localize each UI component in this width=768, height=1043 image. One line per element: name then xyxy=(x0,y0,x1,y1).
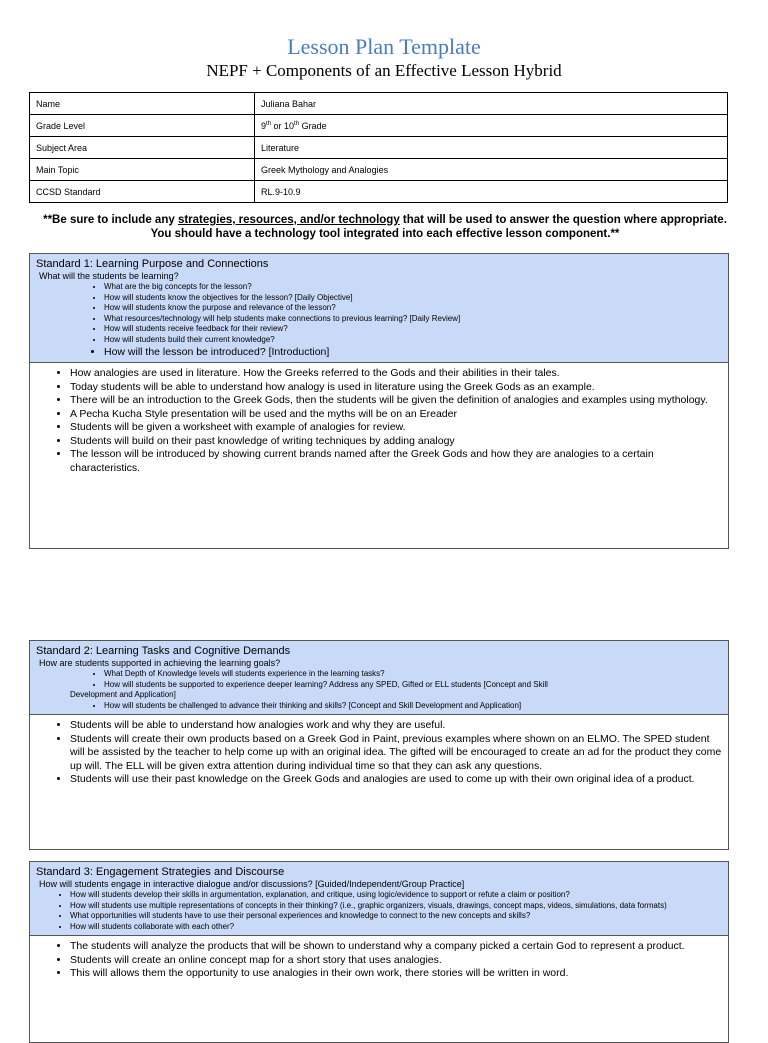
list-item: • How will students know the objectives for the lesson? [Daily Objective] xyxy=(104,293,722,304)
instruction-note xyxy=(40,213,730,241)
lesson-info-table xyxy=(29,92,728,203)
standard-question: How will students engage in interactive dialogue and/or discussions? [Guided/Independent/Group Practice] xyxy=(39,879,465,889)
table-row xyxy=(30,159,728,181)
standard-1-section xyxy=(29,253,729,549)
list-item: • What Depth of Knowledge levels will students experience in the learning tasks? xyxy=(104,669,722,680)
list-item: • How will students be supported to experience deeper learning? Address any SPED, Gifted or ELL students [Concept and Skill xyxy=(104,680,722,691)
list-item: • How will the lesson be introduced? [Introduction] xyxy=(104,345,722,359)
sub-question-list xyxy=(36,890,722,932)
list-item: • How will students develop their skills in argumentation, explanation, and critique, using logic/evidence to support or refute a claim or position? xyxy=(70,890,722,901)
list-item: • Students will build on their past knowledge of writing techniques by adding analogy xyxy=(70,435,722,449)
sub-question-list xyxy=(36,701,722,712)
info-key: Subject Area xyxy=(30,137,255,159)
note-pre: **Be sure to include any xyxy=(43,214,178,226)
standard-header xyxy=(30,254,728,363)
list-item: • How will students be challenged to advance their thinking and skills? [Concept and Skill Development and Application] xyxy=(104,701,722,712)
list-item: • Students will be able to understand how analogies work and why they are useful. xyxy=(70,719,722,733)
list-item: • How will students receive feedback for their review? xyxy=(104,324,722,335)
standard-3-section xyxy=(29,861,729,1043)
list-item: • How will students use multiple representations of concepts in their thinking? (i.e., graphic organizers, visuals, drawings, concept maps, videos, simulations, data formats) xyxy=(70,901,722,912)
info-key: Name xyxy=(30,93,255,115)
info-value: RL.9-10.9 xyxy=(255,181,728,203)
answer-list xyxy=(36,719,722,787)
info-value: Literature xyxy=(255,137,728,159)
note-underlined: strategies, resources, and/or technology xyxy=(177,214,400,226)
document-subtitle: NEPF + Components of an Effective Lesson Hybrid xyxy=(206,61,562,80)
standard-answers xyxy=(30,715,728,791)
list-item: • Today students will be able to understand how analogy is used in literature using the Greek Gods as an example. xyxy=(70,381,722,395)
grade-sup1: th xyxy=(266,120,272,127)
document-title: Lesson Plan Template xyxy=(287,34,481,59)
info-value-grade xyxy=(255,115,728,137)
info-value: Greek Mythology and Analogies xyxy=(255,159,728,181)
info-key: Grade Level xyxy=(30,115,255,137)
info-value: Juliana Bahar xyxy=(255,93,728,115)
list-item: • How will students build their current knowledge? xyxy=(104,335,722,346)
sub-question-list xyxy=(36,669,722,690)
standard-answers xyxy=(30,363,728,479)
standard-title: Standard 2: Learning Tasks and Cognitive Demands xyxy=(36,645,291,657)
list-item: • How will students know the purpose and relevance of the lesson? xyxy=(104,303,722,314)
standard-question: How are students supported in achieving the learning goals? xyxy=(39,658,281,668)
standard-2-section xyxy=(29,640,729,850)
table-row xyxy=(30,181,728,203)
grade-post: Grade xyxy=(299,120,327,131)
list-item: • Students will be given a worksheet with example of analogies for review. xyxy=(70,421,722,435)
answer-list xyxy=(36,367,722,475)
table-row xyxy=(30,137,728,159)
grade-pre: 9 xyxy=(261,120,267,131)
sub-question-continuation: Development and Application] xyxy=(70,690,176,699)
standard-header xyxy=(30,862,728,936)
list-item: • Students will use their past knowledge on the Greek Gods and analogies are used to come up with their own original idea of a product. xyxy=(70,773,722,787)
standard-title: Standard 3: Engagement Strategies and Discourse xyxy=(36,866,285,878)
table-row xyxy=(30,115,728,137)
list-item: • What resources/technology will help students make connections to previous learning? [Daily Review] xyxy=(104,314,722,325)
list-item: • What opportunities will students have to use their personal experiences and knowledge to connect to the new concepts and skills? xyxy=(70,911,722,922)
info-key: CCSD Standard xyxy=(30,181,255,203)
standard-answers xyxy=(30,936,728,985)
list-item: • There will be an introduction to the Greek Gods, then the students will be given the definition of analogies and examples using mythology. xyxy=(70,394,722,408)
list-item: • Students will create an online concept map for a short story that uses analogies. xyxy=(70,954,722,968)
standard-question: What will the students be learning? xyxy=(39,271,179,281)
list-item: • The lesson will be introduced by showing current brands named after the Greek Gods and how they are analogies to a certain characteristics. xyxy=(70,448,722,475)
list-item: • How analogies are used in literature. How the Greeks referred to the Gods and their abilities in their tales. xyxy=(70,367,722,381)
grade-mid: or 10 xyxy=(271,120,295,131)
answer-list xyxy=(36,940,722,981)
list-item: • A Pecha Kucha Style presentation will be used and the myths will be on an Ereader xyxy=(70,408,722,422)
list-item: • What are the big concepts for the lesson? xyxy=(104,282,722,293)
sub-question-list xyxy=(36,282,722,359)
note-post: that will be used to answer the question where appropriate. You should have a technology tool integrated into each effective lesson component.** xyxy=(150,214,727,240)
table-row xyxy=(30,93,728,115)
list-item: • This will allows them the opportunity to use analogies in their own work, there stories will be written in word. xyxy=(70,967,722,981)
info-key: Main Topic xyxy=(30,159,255,181)
list-item: • Students will create their own products based on a Greek God in Paint, previous examples where shown on an ELMO. The SPED student will be assisted by the teacher to help come up with an original idea. The gifted will be encouraged to create an ad for the product they come up will. The ELL will be given extra attention during individual time so that they can ask any questions. xyxy=(70,733,722,774)
list-item: • The students will analyze the products that will be shown to understand why a company picked a certain God to represent a product. xyxy=(70,940,722,954)
standard-header xyxy=(30,641,728,715)
grade-sup2: th xyxy=(294,120,300,127)
standard-title: Standard 1: Learning Purpose and Connections xyxy=(36,258,269,270)
list-item: • How will students collaborate with each other? xyxy=(70,922,722,933)
